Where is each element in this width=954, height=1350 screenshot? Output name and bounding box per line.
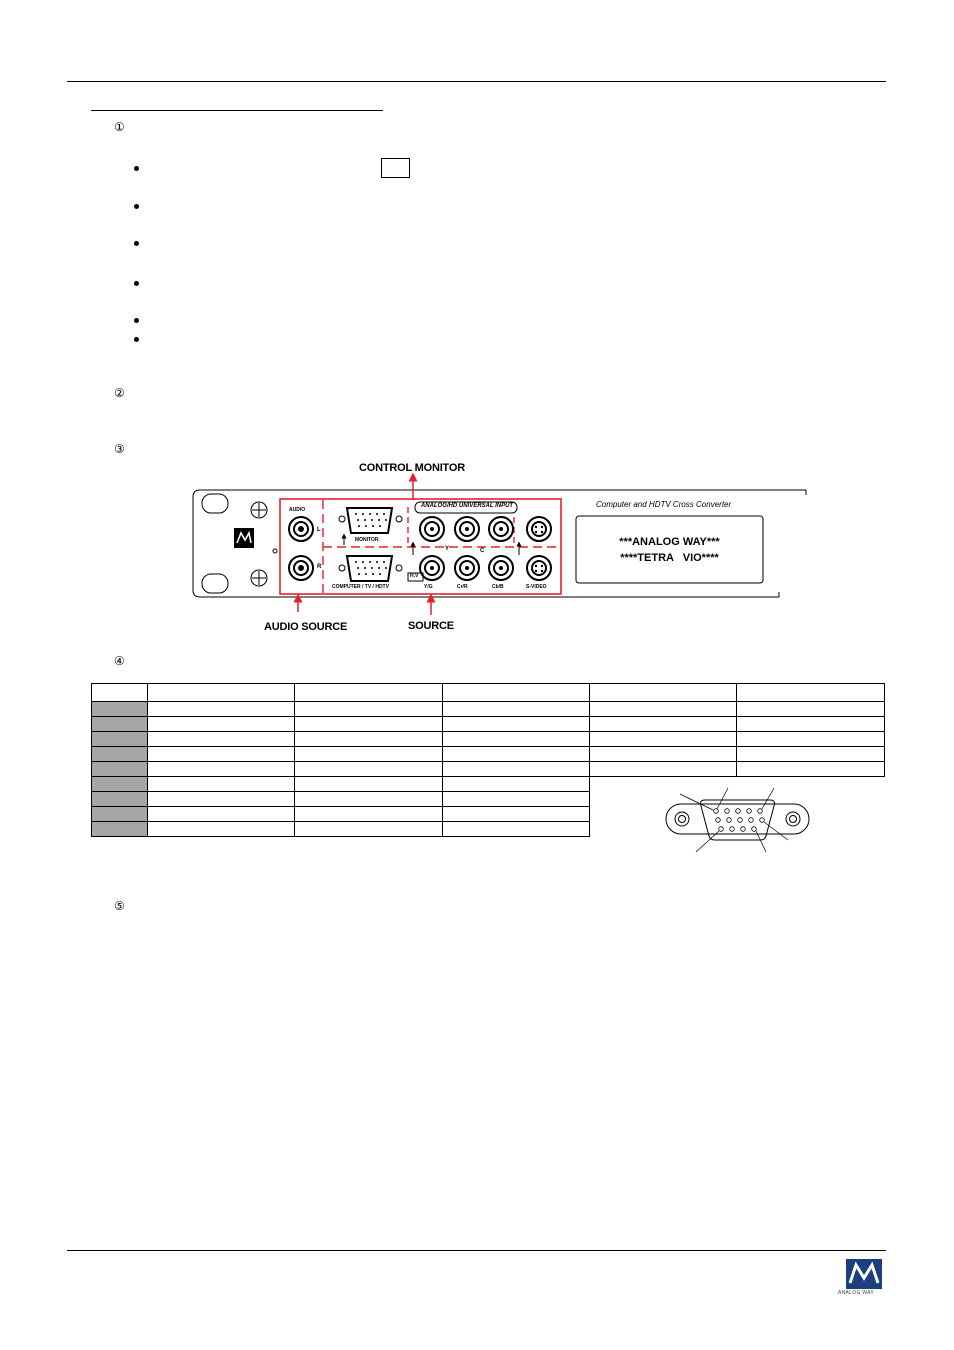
display-line-1: ***ANALOG WAY*** xyxy=(619,536,720,548)
hv-label: H,V xyxy=(410,573,419,579)
computer-label: COMPUTER / TV / HDTV xyxy=(332,584,389,590)
rack-slot xyxy=(202,574,228,593)
y-label: Y xyxy=(445,546,450,552)
list-marker-2: ② xyxy=(114,386,125,400)
cbb-label: Cb/B xyxy=(492,584,504,590)
svideo-label: S-VIDEO xyxy=(526,584,547,590)
c-label: C xyxy=(480,548,485,554)
table-row xyxy=(92,684,885,702)
audio-jack-icon xyxy=(289,517,313,580)
list-marker-5: ⑤ xyxy=(114,899,125,913)
footer-rule xyxy=(67,1250,886,1251)
monitor-label: MONITOR xyxy=(355,537,379,543)
audio-label: AUDIO xyxy=(289,507,306,513)
table-row xyxy=(92,747,885,762)
panel-header-label: ANALOG/HD UNIVERSAL INPUT xyxy=(420,503,514,509)
source-callout: SOURCE xyxy=(408,620,454,632)
table-row xyxy=(92,732,885,747)
bnc-connector-icon xyxy=(420,517,513,580)
display-line-2: ****TETRA VIO**** xyxy=(620,552,719,564)
table-row xyxy=(92,702,885,717)
crr-label: Cr/R xyxy=(457,584,468,590)
yg-label: Y/G xyxy=(424,584,433,590)
logo-caption: ANALOG WAY xyxy=(838,1290,875,1296)
control-monitor-callout: CONTROL MONITOR xyxy=(359,462,465,474)
vga-pinout-icon xyxy=(660,780,820,860)
list-marker-3: ③ xyxy=(114,442,125,456)
panel-logo-icon xyxy=(234,528,254,548)
display-window xyxy=(576,516,763,583)
audio-l-label: L xyxy=(317,527,321,533)
analog-way-logo-icon xyxy=(846,1259,882,1289)
audio-r-label: R xyxy=(317,564,322,570)
table-row xyxy=(92,717,885,732)
vga-pins xyxy=(355,513,387,575)
audio-source-callout: AUDIO SOURCE xyxy=(264,621,348,633)
svideo-connector-icon xyxy=(527,517,551,580)
table-row xyxy=(92,762,885,777)
list-marker-1: ① xyxy=(114,120,125,134)
product-caption: Computer and HDTV Cross Converter xyxy=(596,500,732,509)
rack-slot xyxy=(202,494,228,513)
list-marker-4: ④ xyxy=(114,654,125,668)
vga-connector-icon xyxy=(339,508,402,581)
